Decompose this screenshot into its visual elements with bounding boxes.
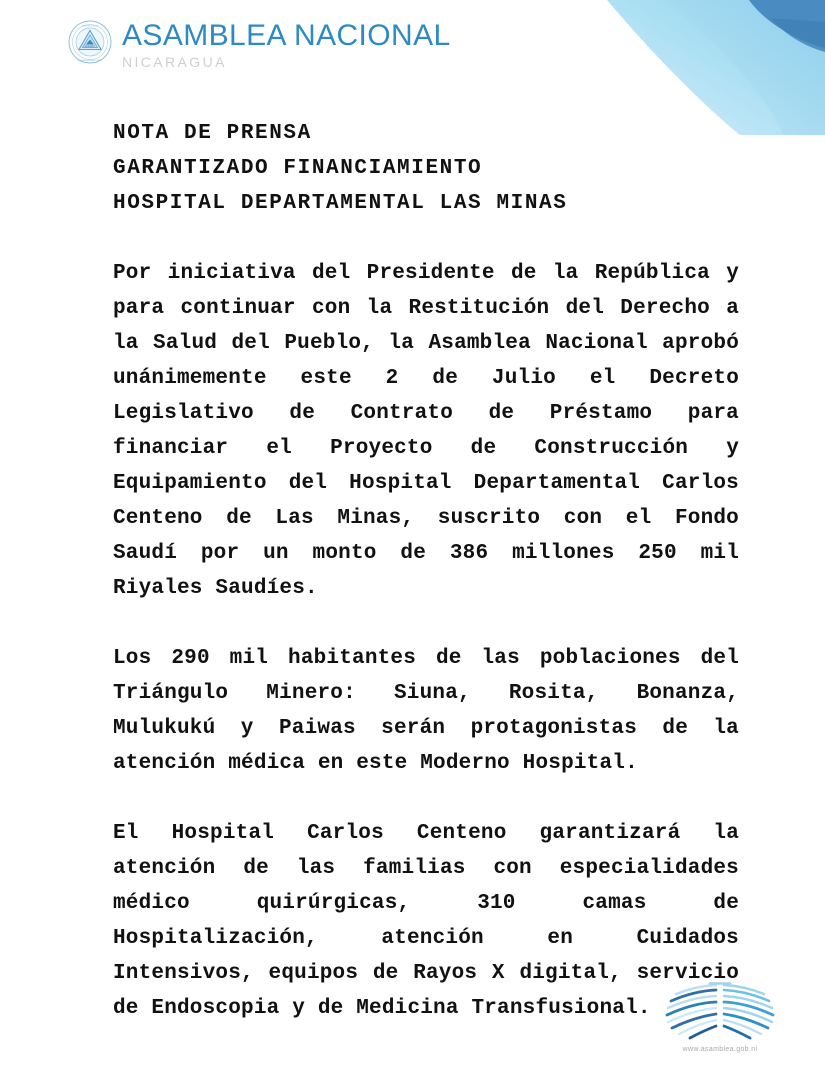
document-paragraph-2: Los 290 mil habitantes de las poblaciones del Triángulo Minero: Siuna, Rosita, Bonanza, Mulukukú y Paiwas serán protagonistas de la atención médica en este Moderno Hospital. — [113, 647, 739, 775]
document-title-line-3: HOSPITAL DEPARTAMENTAL LAS MINAS — [113, 192, 568, 215]
brand-subtitle: NICARAGUA — [122, 53, 227, 70]
spacer — [113, 781, 739, 816]
svg-text:RAAN: RAAN — [85, 43, 95, 48]
brand-title: ASAMBLEA NACIONAL — [122, 19, 451, 52]
svg-text:ASAMBLEA NACIONAL: ASAMBLEA NACIONAL — [78, 60, 102, 63]
corner-swoosh-icon — [535, 0, 825, 135]
footer-website-url: www.asamblea.gob.ni — [682, 1046, 758, 1053]
spacer — [113, 221, 739, 256]
document-title-block — [113, 116, 739, 221]
document-title-line-2: GARANTIZADO FINANCIAMIENTO — [113, 157, 483, 180]
assembly-hemicycle-arcs-logo — [650, 982, 790, 1040]
spacer — [113, 606, 739, 641]
document-title-line-1: NOTA DE PRENSA — [113, 122, 312, 145]
document-footer — [645, 982, 795, 1053]
national-assembly-seal-icon — [68, 20, 112, 64]
brand-text-block — [122, 18, 451, 70]
document-paragraph-1: Por iniciativa del Presidente de la República y para continuar con la Restitución del Derecho a la Salud del Pueblo, la Asamblea Nacional aprobó unánimemente este 2 de Julio el Decreto Legislativo de Contrato de Préstamo para financiar el Proyecto de Construcción y Equipamiento del Hospital Departamental Carlos Centeno de Las Minas, suscrito con el Fondo Saudí por un monto de 386 millones 250 mil Riyales Saudíes. — [113, 262, 739, 600]
svg-text:REPUBLICA DE: REPUBLICA DE — [82, 25, 98, 28]
corner-swoosh-decoration — [535, 0, 825, 135]
document-body — [113, 116, 739, 1026]
document-header — [68, 18, 451, 70]
document-paragraph-3: El Hospital Carlos Centeno garantizará la atención de las familias con especialidades médico quirúrgicas, 310 camas de Hospitalización, atención en Cuidados Intensivos, equipos de Rayos X digital, servicio de Endoscopia y de Medicina Transfusional. — [113, 822, 739, 1020]
